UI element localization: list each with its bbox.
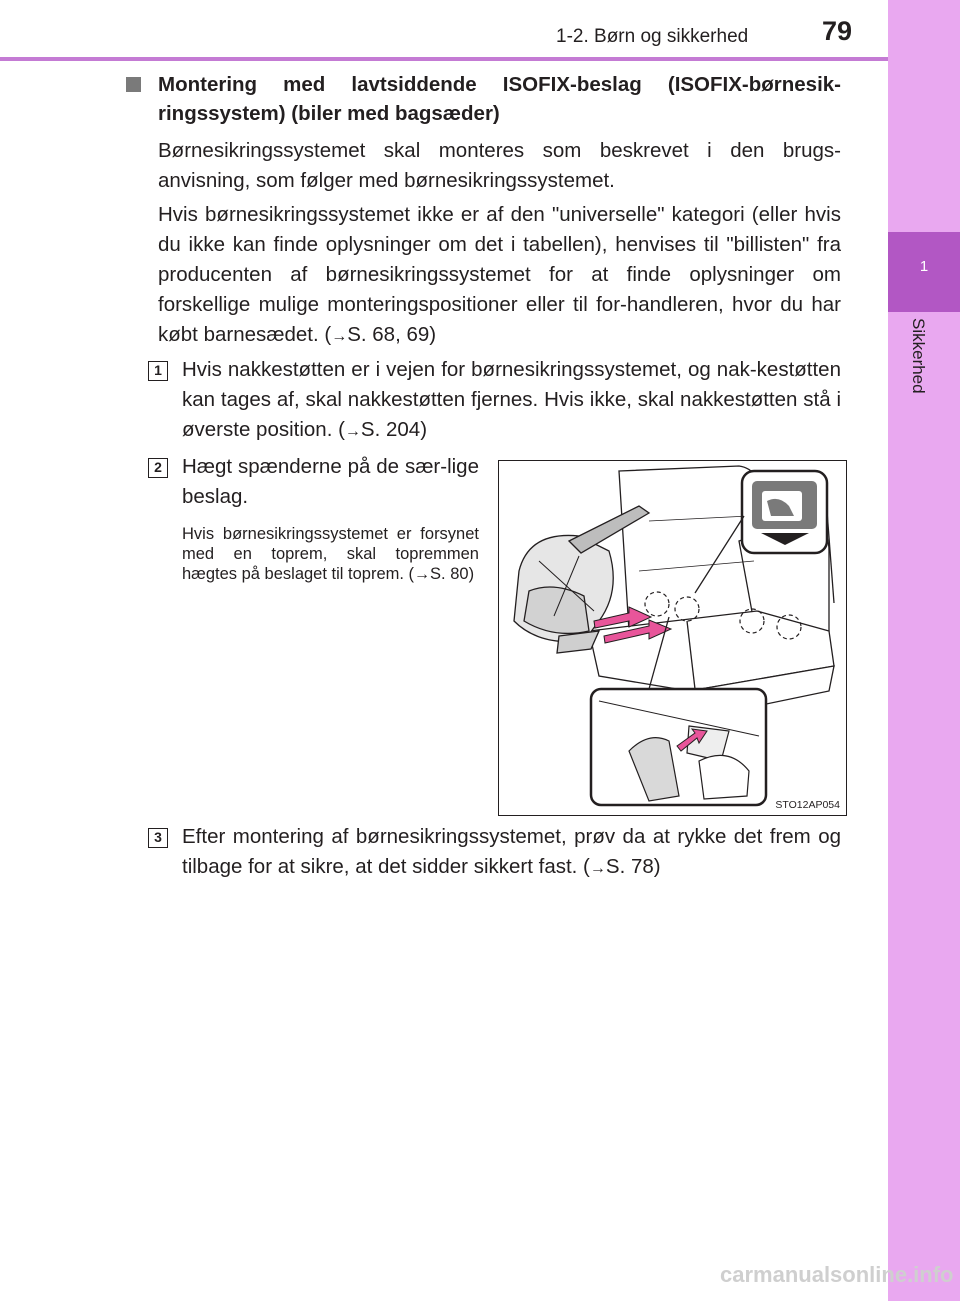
page-reference[interactable]: S. 80) — [430, 565, 475, 583]
universal-category-paragraph: Hvis børnesikringssystemet ikke er af den "universelle" kategori (eller hvis du ikke kan finde oplysninger om det i tabellen), henvises til "billisten" fra producenten af børnesikringssystemet for at finde oplysninger om forskellige mulige monteringspositioner eller til for-handleren, hvor du har købt barnesædet. (→S. 68, 69) — [158, 203, 841, 346]
figure-drawing — [499, 461, 848, 817]
header-section-title: 1-2. Børn og sikkerhed — [556, 26, 749, 47]
step-number-box: 3 — [148, 828, 168, 848]
step-number-box: 1 — [148, 361, 168, 381]
section-heading — [126, 70, 841, 128]
page-reference[interactable]: S. 204) — [360, 418, 428, 441]
step-2-note: Hvis børnesikringssystemet er forsynet med en toprem, skal topremmen hægtes på beslaget til toprem. (→S. 80) — [182, 525, 479, 583]
chapter-number: 1 — [919, 258, 929, 275]
step-2-text: Hægt spænderne på de sær-lige beslag. — [182, 455, 479, 508]
arrow-right-icon: → — [344, 423, 361, 440]
square-bullet-icon — [126, 77, 141, 92]
figure-code: STO12AP054 — [775, 799, 840, 811]
page-number: 79 — [822, 16, 853, 46]
isofix-installation-figure — [498, 460, 847, 816]
step-3-text: Efter montering af børnesikringssystemet, prøv da at rykke det frem og tilbage for at sikre, at det sidder sikkert fast. (→S. 78) — [182, 825, 841, 878]
step-number-box: 2 — [148, 458, 168, 478]
page-reference[interactable]: S. 78) — [605, 855, 661, 878]
intro-paragraph: Børnesikringssystemet skal monteres som beskrevet i den brugs-anvisning, som følger med børnesikringssystemet. — [158, 139, 841, 192]
step-1-text: Hvis nakkestøtten er i vejen for børnesikringssystemet, og nak-kestøtten kan tages af, skal nakkestøtten fjernes. Hvis ikke, skal nakkestøtten stå i øverste position. (→S. 204) — [182, 358, 841, 441]
arrow-right-icon: → — [331, 328, 348, 345]
page-reference[interactable]: S. 68, 69) — [347, 323, 437, 346]
arrow-right-icon: → — [414, 566, 431, 583]
site-watermark: carmanualsonline.info — [720, 1262, 954, 1287]
side-tab — [888, 0, 960, 1301]
arrow-right-icon: → — [589, 860, 606, 877]
header-divider — [0, 57, 888, 61]
section-heading-text: Montering med lavtsiddende ISOFIX-beslag (ISOFIX-børnesik-ringssystem) (biler med bagsæder) — [158, 73, 841, 125]
chapter-name: Sikkerhed — [909, 318, 928, 394]
